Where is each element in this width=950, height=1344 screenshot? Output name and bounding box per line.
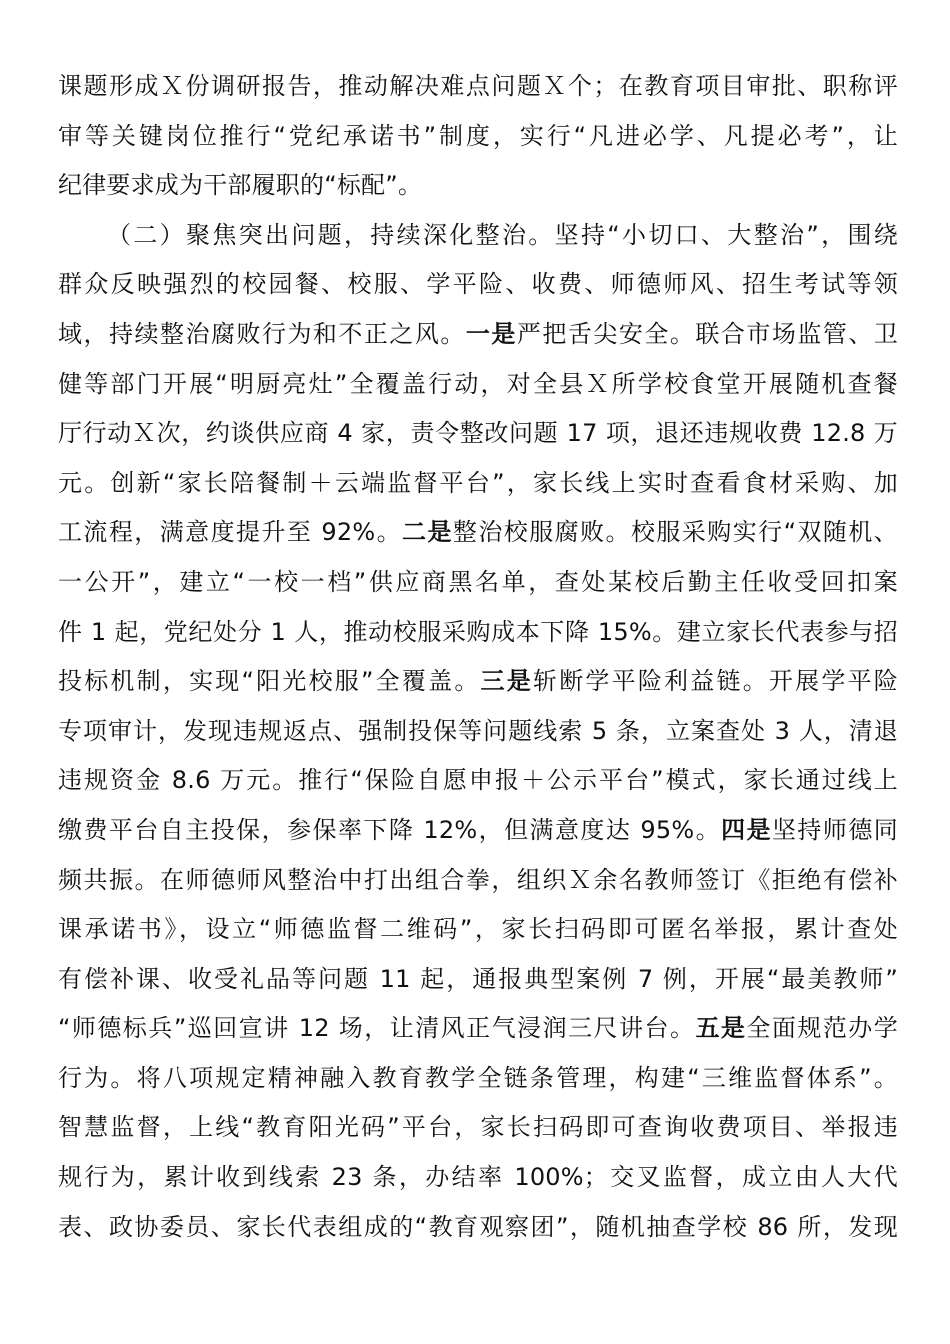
text-line-3 <box>58 161 898 211</box>
text-line-21 <box>58 1054 898 1104</box>
text-run: 表、政协委员、家长代表组成的“教育观察团”，随机抽查学校 86 所，发现 <box>58 1212 898 1241</box>
text-line-2 <box>58 112 898 162</box>
point-marker-2: 二是 <box>402 518 453 547</box>
text-run: 群众反映强烈的校园餐、校服、学平险、收费、师德师风、招生考试等领 <box>58 270 898 299</box>
text-run: 智慧监督，上线“教育阳光码”平台，家长扫码即可查询收费项目、举报违 <box>58 1113 898 1142</box>
text-run: 行为。将八项规定精神融入教育教学全链条管理，构建“三维监督体系”。 <box>58 1063 898 1092</box>
text-line-23 <box>58 1153 898 1203</box>
text-line-20 <box>58 1004 898 1054</box>
text-line-5 <box>58 260 898 310</box>
text-line-19 <box>58 955 898 1005</box>
text-run: 件 1 起，党纪处分 1 人，推动校服采购成本下降 15%。建立家长代表参与招 <box>58 617 898 646</box>
body-text <box>58 62 898 1252</box>
text-line-17 <box>58 856 898 906</box>
point-marker-5: 五是 <box>695 1014 747 1043</box>
text-run: 整治校服腐败。校服采购实行“双随机、 <box>452 518 898 547</box>
text-run: “师德标兵”巡回宣讲 12 场，让清风正气浸润三尺讲台。 <box>58 1014 696 1043</box>
text-run: 工流程，满意度提升至 92%。 <box>58 518 403 547</box>
text-line-24 <box>58 1203 898 1253</box>
text-run: 缴费平台自主投保，参保率下降 12%，但满意度达 95%。 <box>58 815 722 844</box>
text-line-7 <box>58 360 898 410</box>
text-line-13 <box>58 657 898 707</box>
point-marker-1: 一是 <box>465 319 517 348</box>
text-run: 规行为，累计收到线索 23 条，办结率 100%；交叉监督，成立由人大代 <box>58 1163 898 1192</box>
text-line-12 <box>58 608 898 658</box>
text-run: 纪律要求成为干部履职的“标配”。 <box>58 171 423 200</box>
text-line-16 <box>58 806 898 856</box>
text-line-9 <box>58 459 898 509</box>
section-heading-line <box>58 211 898 261</box>
text-line-14 <box>58 707 898 757</box>
text-line-11 <box>58 558 898 608</box>
point-marker-3: 三是 <box>480 667 533 696</box>
text-line-18 <box>58 905 898 955</box>
text-line-15 <box>58 756 898 806</box>
text-run: 坚持师德同 <box>771 815 898 844</box>
text-run: 元。创新“家长陪餐制＋云端监督平台”，家长线上实时查看食材采购、加 <box>58 468 898 497</box>
text-run: 一公开”，建立“一校一档”供应商黑名单，查处某校后勤主任收受回扣案 <box>58 567 898 596</box>
text-run: 健等部门开展“明厨亮灶”全覆盖行动，对全县Ｘ所学校食堂开展随机查餐 <box>58 369 898 398</box>
text-run: 全面规范办学 <box>746 1014 898 1043</box>
text-run: 频共振。在师德师风整治中打出组合拳，组织Ｘ余名教师签订《拒绝有偿补 <box>58 865 898 894</box>
text-line-6 <box>58 310 898 360</box>
text-run: 课承诺书》，设立“师德监督二维码”，家长扫码即可匿名举报，累计查处 <box>58 915 898 944</box>
text-line-10 <box>58 508 898 558</box>
text-run: 违规资金 8.6 万元。推行“保险自愿申报＋公示平台”模式，家长通过线上 <box>58 766 898 795</box>
text-run: 域，持续整治腐败行为和不正之风。 <box>58 319 466 348</box>
text-run: 课题形成Ｘ份调研报告，推动解决难点问题Ｘ个；在教育项目审批、职称评 <box>58 72 898 100</box>
point-marker-4: 四是 <box>721 815 772 844</box>
text-run: 投标机制，实现“阳光校服”全覆盖。 <box>58 667 481 696</box>
text-run: （二）聚焦突出问题，持续深化整治。坚持“小切口、大整治”，围绕 <box>107 220 898 249</box>
text-line-22 <box>58 1103 898 1153</box>
text-run: 严把舌尖安全。联合市场监管、卫 <box>516 319 898 348</box>
text-line-8 <box>58 409 898 459</box>
text-run: 审等关键岗位推行“党纪承诺书”制度，实行“凡进必学、凡提必考”，让 <box>58 121 898 150</box>
text-run: 有偿补课、收受礼品等问题 11 起，通报典型案例 7 例，开展“最美教师” <box>58 964 898 993</box>
text-line-1 <box>58 62 898 112</box>
text-run: 厅行动Ｘ次，约谈供应商 4 家，责令整改问题 17 项，退还违规收费 12.8 万 <box>58 419 898 448</box>
text-run: 斩断学平险利益链。开展学平险 <box>532 667 898 696</box>
text-run: 专项审计，发现违规返点、强制投保等问题线索 5 条，立案查处 3 人，清退 <box>58 716 898 745</box>
